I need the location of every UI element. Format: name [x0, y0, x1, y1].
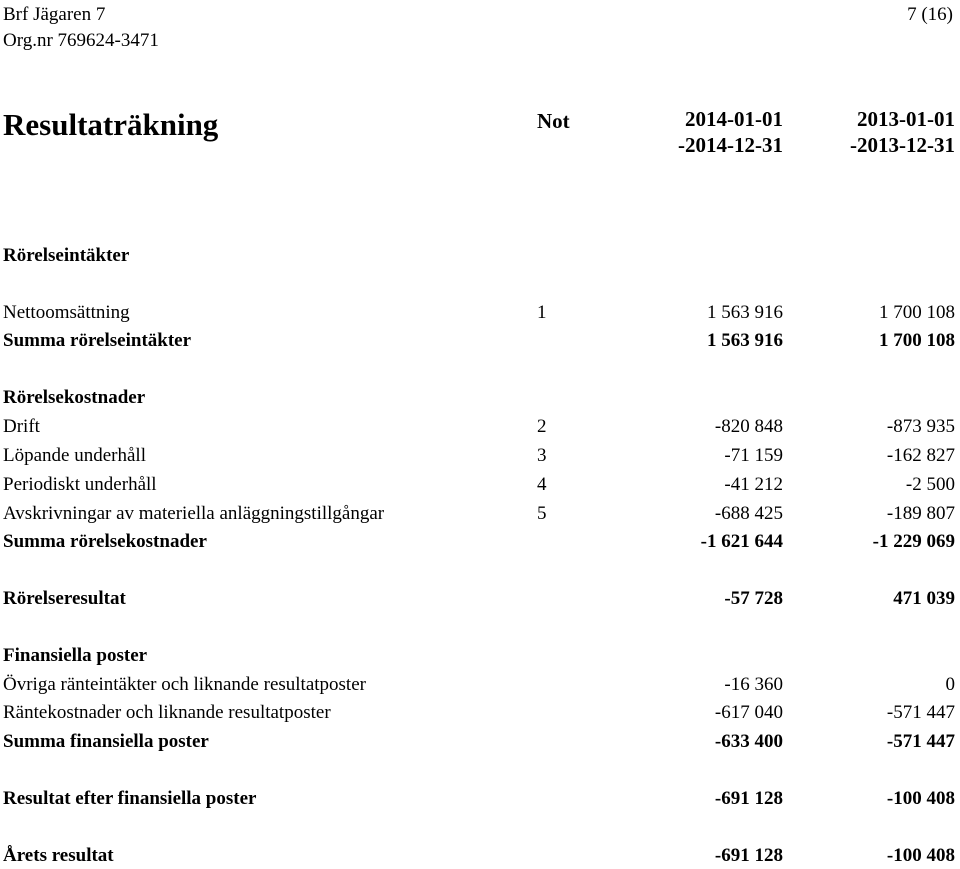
expense-row: [0, 501, 960, 527]
note-header-label: Not: [537, 109, 570, 133]
row-note: 1: [537, 302, 547, 323]
row-value-2013: -100 408: [886, 845, 955, 866]
row-value-2013: -2 500: [905, 474, 955, 495]
expense-row: [0, 472, 960, 498]
row-value-2013: 0: [945, 674, 955, 695]
row-value-2014: -1 621 644: [700, 531, 783, 552]
row-value-2014: 1 563 916: [707, 302, 783, 323]
row-value-2013: -571 447: [886, 731, 955, 752]
row-value-2014: -633 400: [714, 731, 783, 752]
row-label: Avskrivningar av materiella anläggningstillgångar: [3, 503, 385, 524]
net-result-row: [0, 843, 960, 869]
row-label: Periodiskt underhåll: [3, 474, 157, 495]
row-value-2013: 1 700 108: [879, 330, 955, 351]
section-heading-finansiella-poster: [0, 643, 960, 669]
row-note: 2: [537, 416, 547, 437]
period-2013-end: -2013-12-31: [850, 133, 955, 157]
row-label: Nettoomsättning: [3, 302, 130, 323]
row-label: Rörelseintäkter: [3, 245, 130, 266]
subtotal-row: [0, 529, 960, 555]
row-label: Rörelsekostnader: [3, 387, 146, 408]
period-2014-start: 2014-01-01: [685, 107, 783, 131]
subtotal-row: [0, 328, 960, 354]
column-header-note: [537, 108, 570, 134]
row-label: Rörelseresultat: [3, 588, 126, 609]
row-value-2014: -691 128: [714, 845, 783, 866]
row-label: Löpande underhåll: [3, 445, 146, 466]
subtotal-row: [0, 729, 960, 755]
row-label: Summa finansiella poster: [3, 731, 209, 752]
expense-row: [0, 414, 960, 440]
row-value-2014: -820 848: [714, 416, 783, 437]
financial-row: [0, 672, 960, 698]
row-value-2013: 471 039: [893, 588, 955, 609]
row-value-2014: -41 212: [724, 474, 783, 495]
period-2014-end: -2014-12-31: [678, 133, 783, 157]
row-value-2014: -57 728: [724, 588, 783, 609]
row-value-2014: -617 040: [714, 702, 783, 723]
page-number: 7 (16): [907, 4, 953, 25]
row-value-2013: -571 447: [886, 702, 955, 723]
document-header: [3, 2, 159, 54]
row-value-2013: -100 408: [886, 788, 955, 809]
income-row: [0, 300, 960, 326]
financial-row: [0, 700, 960, 726]
row-label: Övriga ränteintäkter och liknande resultatposter: [3, 674, 366, 695]
row-note: 5: [537, 503, 547, 524]
row-label: Summa rörelseintäkter: [3, 330, 192, 351]
row-value-2014: -691 128: [714, 788, 783, 809]
operating-result-row: [0, 586, 960, 612]
column-header-period-2013: [850, 106, 955, 158]
section-heading-rorelsekostnader: [0, 385, 960, 411]
row-value-2013: -1 229 069: [872, 531, 955, 552]
row-value-2014: -688 425: [714, 503, 783, 524]
row-label: Räntekostnader och liknande resultatposter: [3, 702, 331, 723]
row-label: Drift: [3, 416, 40, 437]
row-label: Finansiella poster: [3, 645, 148, 666]
expense-row: [0, 443, 960, 469]
org-number: Org.nr 769624-3471: [3, 30, 159, 51]
page-title: Resultaträkning: [3, 107, 219, 142]
row-value-2013: -189 807: [886, 503, 955, 524]
result-after-financial-row: [0, 786, 960, 812]
row-label: Summa rörelsekostnader: [3, 531, 207, 552]
row-value-2014: -71 159: [724, 445, 783, 466]
period-2013-start: 2013-01-01: [857, 107, 955, 131]
section-heading-rorelseintakter: [0, 243, 960, 269]
row-value-2013: -162 827: [886, 445, 955, 466]
row-note: 3: [537, 445, 547, 466]
row-value-2014: -16 360: [724, 674, 783, 695]
row-label: Årets resultat: [3, 845, 114, 866]
row-value-2013: -873 935: [886, 416, 955, 437]
column-header-period-2014: [678, 106, 783, 158]
row-value-2014: 1 563 916: [707, 330, 783, 351]
row-label: Resultat efter finansiella poster: [3, 788, 257, 809]
row-note: 4: [537, 474, 547, 495]
company-name: Brf Jägaren 7: [3, 4, 106, 25]
row-value-2013: 1 700 108: [879, 302, 955, 323]
